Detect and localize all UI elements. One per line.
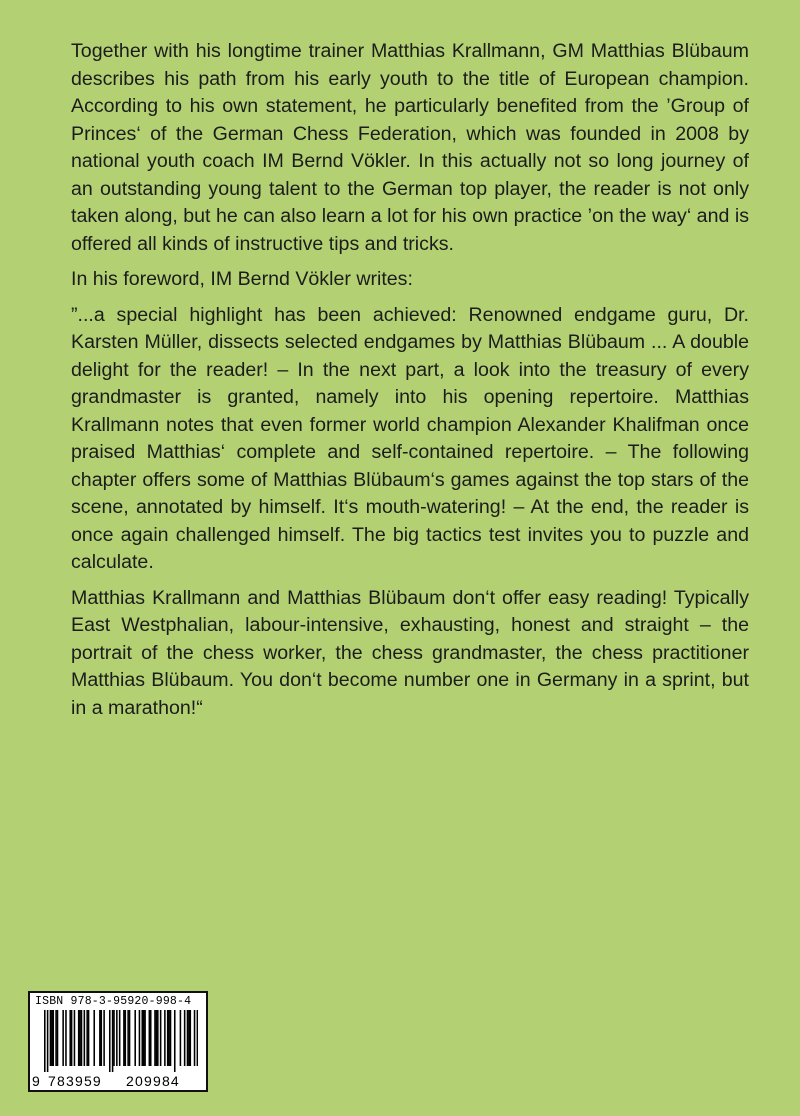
barcode-bar (170, 1010, 172, 1066)
barcode-bar (184, 1010, 186, 1066)
barcode-bar (47, 1010, 49, 1072)
barcode-bar (144, 1010, 146, 1066)
paragraph-closing: Matthias Krallmann and Matthias Blübaum don‘t offer easy reading! Typically East Westphalian, labour-intensive, exhausting, honest and straight – the portrait of the chess worker, the chess grandmaster, the chess practitioner Matthias Blübaum. You don‘t become number one in Germany in a sprint, but in a marathon!“ (71, 586, 749, 719)
barcode-bar (93, 1010, 95, 1066)
barcode-digits-right: 209984 (126, 1073, 180, 1089)
barcode-bar (86, 1010, 88, 1066)
barcode-bar (81, 1010, 83, 1066)
barcode-bar (51, 1010, 53, 1066)
barcode-bar (101, 1010, 103, 1066)
barcode-bar (62, 1010, 64, 1066)
barcode-bar (74, 1010, 76, 1066)
barcode-bar (194, 1010, 196, 1066)
barcode-bar (143, 1010, 145, 1066)
barcode-bar (190, 1010, 192, 1066)
barcode-bar (197, 1010, 198, 1066)
barcode-bar (150, 1010, 152, 1066)
barcode-bar (113, 1010, 115, 1066)
barcode-bar (134, 1010, 136, 1066)
barcode-bar (50, 1010, 52, 1066)
barcode-digit-first: 9 (32, 1073, 40, 1089)
isbn-label: ISBN 978-3-95920-998-4 (35, 995, 192, 1008)
barcode-bar (99, 1010, 101, 1066)
barcode-bar (65, 1010, 67, 1066)
barcode-bar (116, 1010, 118, 1066)
barcode-bar (79, 1010, 81, 1066)
barcode-bar (84, 1010, 86, 1066)
barcode-bar (57, 1010, 59, 1066)
barcode-bars (44, 1010, 198, 1072)
barcode-bar (156, 1010, 158, 1066)
barcode-bar (88, 1010, 90, 1066)
barcode-bar (119, 1010, 121, 1066)
barcode-bar (160, 1010, 162, 1066)
barcode-bar (187, 1010, 189, 1066)
barcode-bar (139, 1010, 141, 1066)
barcode-bar (71, 1010, 73, 1066)
barcode-bar (180, 1010, 182, 1066)
barcode-bar (69, 1010, 71, 1066)
barcode-digits-left: 783959 (48, 1073, 102, 1089)
barcode-bar (141, 1010, 143, 1066)
barcode-bar (149, 1010, 151, 1066)
barcode-bar (103, 1010, 105, 1066)
barcode-bar (44, 1010, 46, 1072)
paragraph-intro: Together with his longtime trainer Matthias Krallmann, GM Matthias Blübaum describes his path from his early youth to the title of European champion. According to his own statement, he particularly benefited from the ’Group of Princes‘ of the German Chess Federation, which was founded in 2008 by national youth coach IM Bernd Vökler. In this actually not so long journey of an outstanding young talent to the German top player, the reader is not only taken along, but he can also learn a lot for his own practice ’on the way‘ and is offered all kinds of instructive tips and tricks. (71, 40, 749, 255)
barcode-bar (164, 1010, 166, 1066)
paragraph-foreword-quote: ”...a special highlight has been achieved: Renowned endgame guru, Dr. Karsten Müller, dissects selected endgames by Matthias Blübaum ... A double delight for the reader! – In the next part, a look into the treasury of every grandmaster is granted, namely into his opening repertoire. Matthias Krallmann notes that even former world champion Alexander Khalifman once praised Matthias‘ complete and self-contained repertoire. – The following chapter offers some of Matthias Blübaum‘s games against the top stars of the scene, annotated by himself. It‘s mouth-watering! – At the end, the reader is once again challenged himself. The big tactics test invites you to puzzle and calculate. (71, 303, 749, 573)
barcode-bar (112, 1010, 114, 1072)
barcode-bar (52, 1010, 54, 1066)
barcode-bar (168, 1010, 170, 1066)
barcode-bar (174, 1010, 176, 1072)
barcode-bar (78, 1010, 80, 1066)
barcode-bar (188, 1010, 190, 1066)
barcode-bar (167, 1010, 169, 1066)
barcode-bar (154, 1010, 156, 1066)
barcode-bar (123, 1010, 125, 1066)
barcode-bar (127, 1010, 129, 1066)
barcode-bar (125, 1010, 127, 1066)
barcode-digits (32, 1073, 198, 1089)
paragraph-foreword-intro: In his foreword, IM Bernd Vökler writes: (71, 268, 413, 290)
back-cover-text (71, 38, 749, 722)
barcode-bar (157, 1010, 159, 1066)
barcode-bar (55, 1010, 57, 1066)
barcode-bar (109, 1010, 111, 1072)
barcode-bar (129, 1010, 131, 1066)
isbn-barcode (28, 991, 208, 1092)
